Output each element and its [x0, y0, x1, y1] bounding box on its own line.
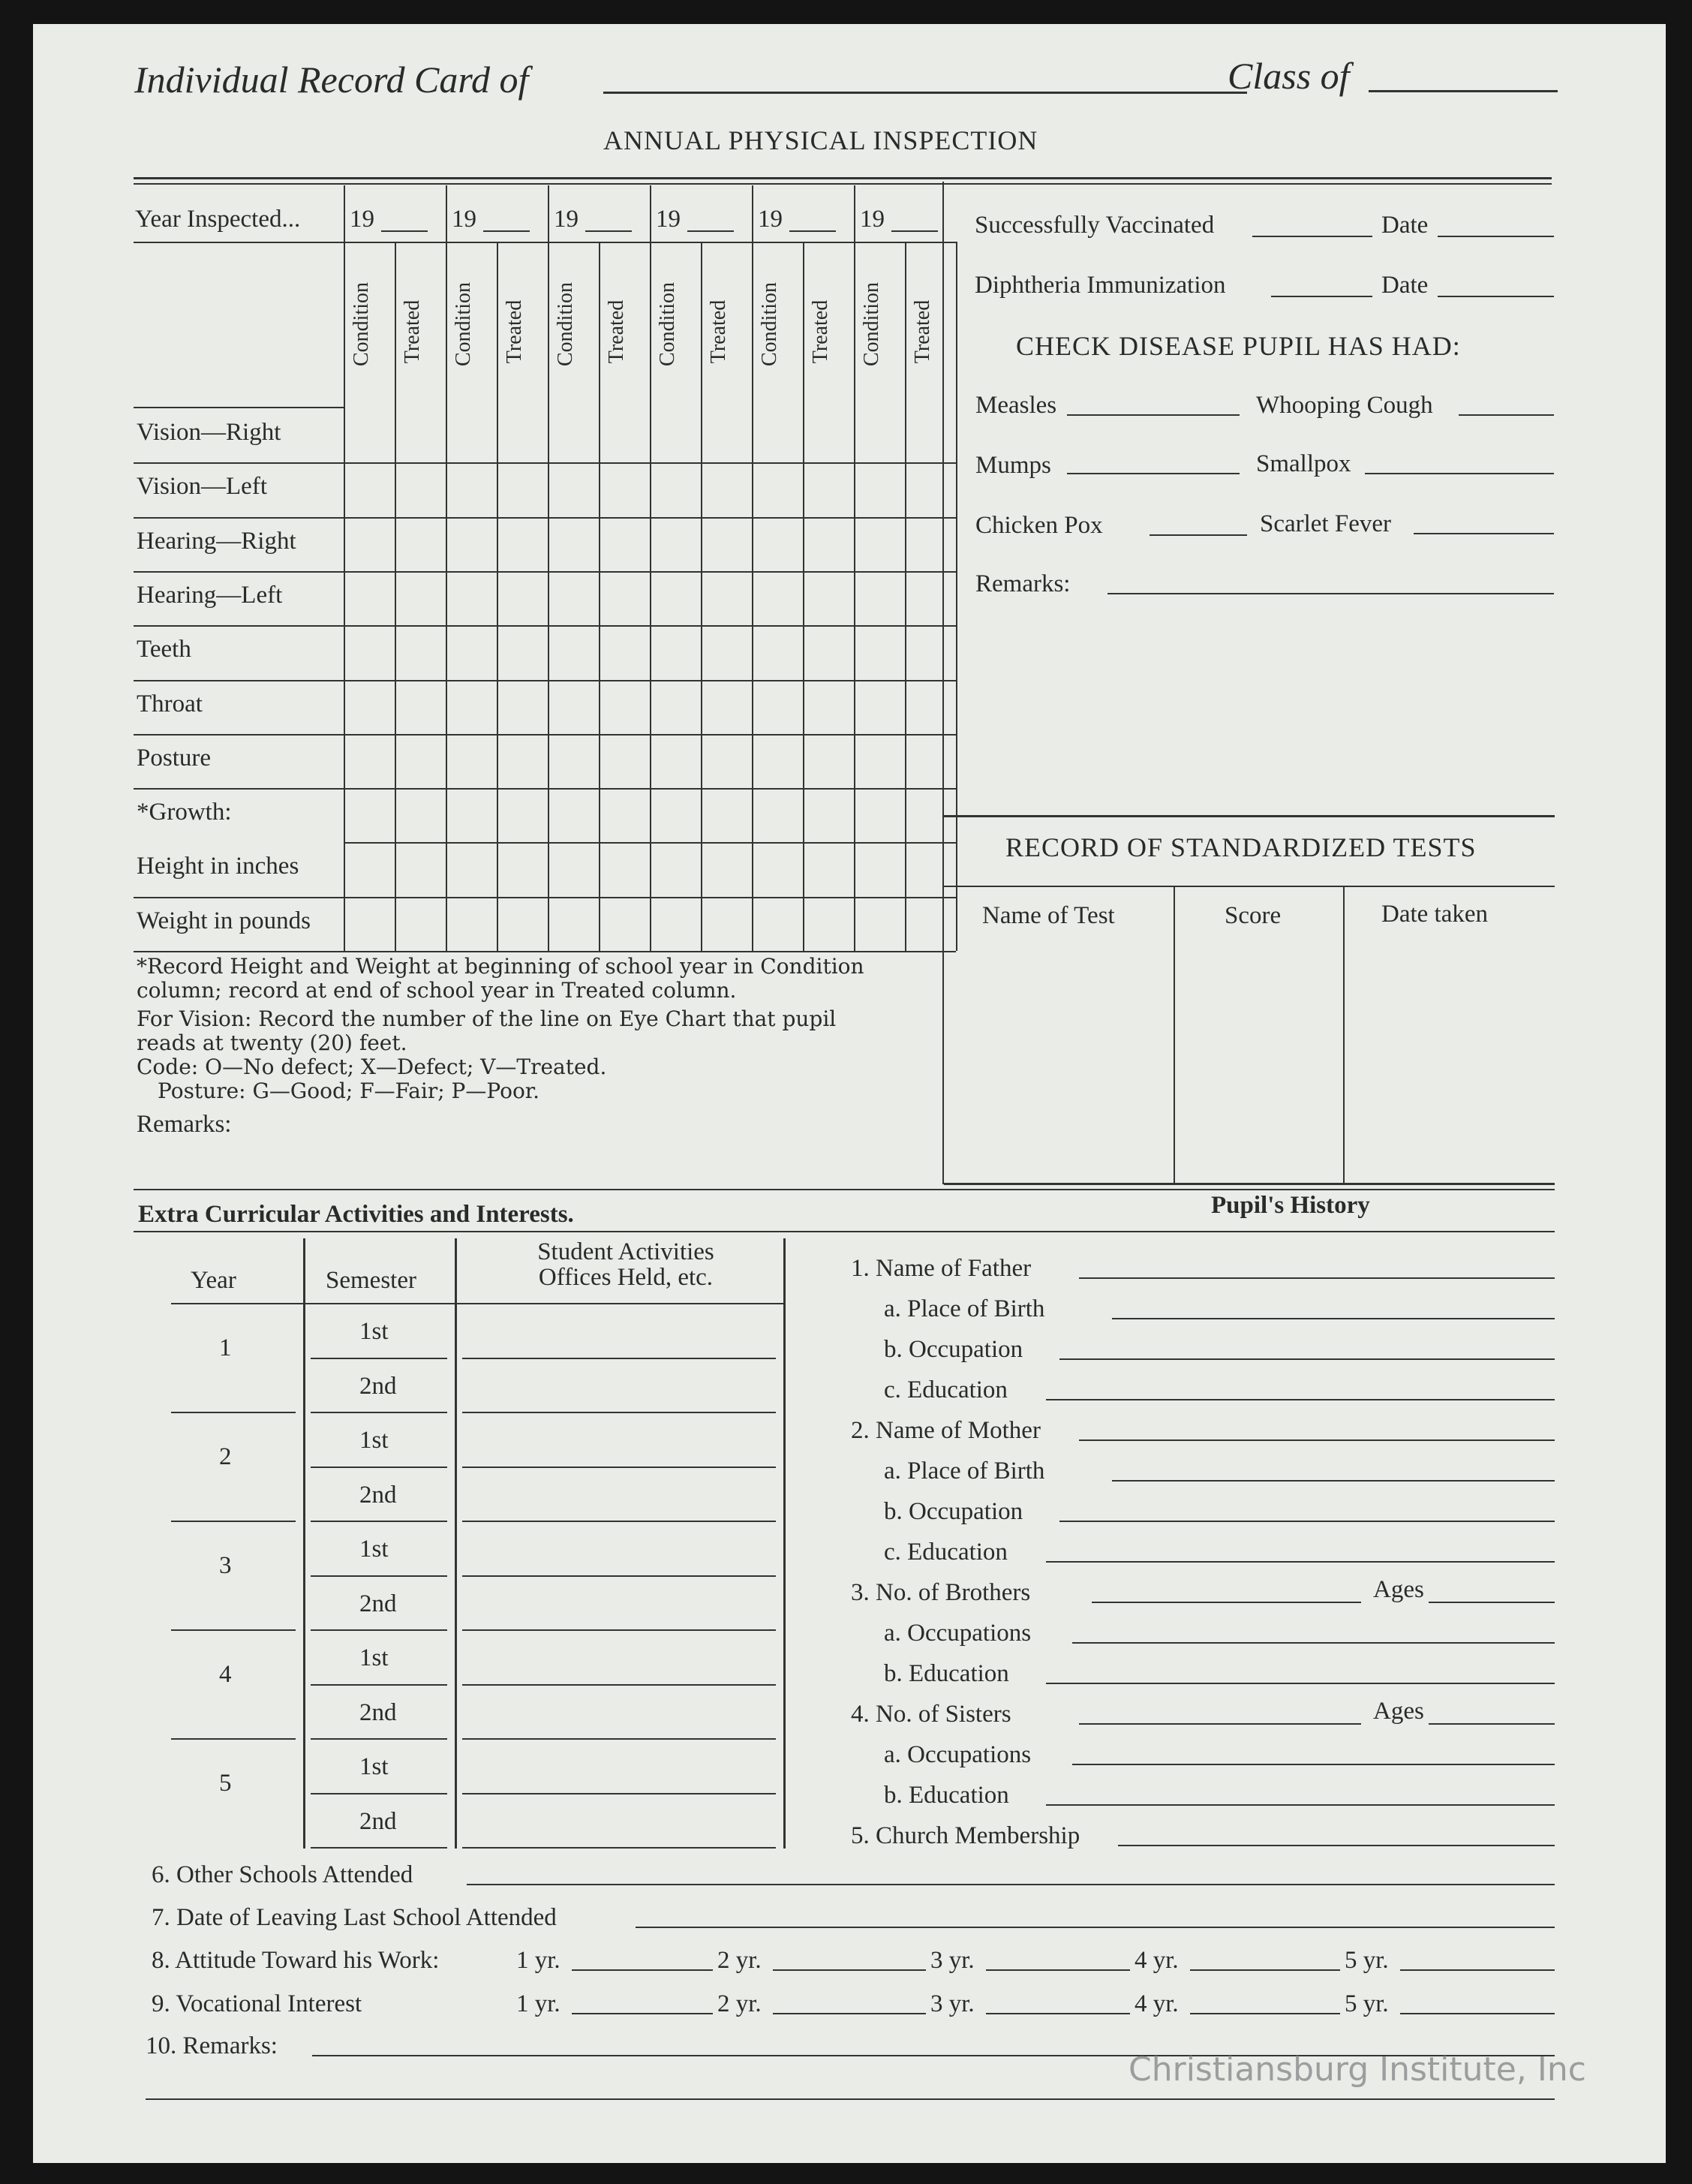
- inspection-cell[interactable]: [600, 844, 648, 895]
- history-item-label: 1. Name of Father: [851, 1255, 1032, 1282]
- inspection-cell[interactable]: [549, 519, 597, 570]
- inspection-cell[interactable]: [906, 573, 954, 624]
- inspection-cell[interactable]: [345, 898, 393, 949]
- inspection-cell[interactable]: [702, 627, 750, 678]
- inspection-cell[interactable]: [345, 736, 393, 787]
- history-item-label: c. Education: [884, 1539, 1008, 1566]
- inspection-cell[interactable]: [651, 519, 699, 570]
- inspection-cell[interactable]: [651, 464, 699, 515]
- inspection-cell[interactable]: [753, 736, 801, 787]
- treated-header: Treated: [605, 299, 628, 364]
- condition-header: Condition: [860, 282, 883, 367]
- inspection-cell[interactable]: [804, 790, 852, 841]
- inspection-cell[interactable]: [855, 519, 903, 570]
- inspection-row-label: Vision—Left: [137, 473, 267, 501]
- activity-entry-cell[interactable]: [464, 1580, 774, 1629]
- condition-header: Condition: [350, 282, 373, 367]
- mumps-line[interactable]: [1067, 473, 1240, 474]
- right-remarks-line[interactable]: [1107, 593, 1554, 594]
- inspection-cell[interactable]: [906, 736, 954, 787]
- measles-line[interactable]: [1067, 414, 1240, 416]
- treated-header: Treated: [809, 299, 832, 364]
- year-input-line[interactable]: [1190, 2013, 1340, 2014]
- inspection-cell[interactable]: [549, 736, 597, 787]
- inspection-cell[interactable]: [753, 844, 801, 895]
- inspection-cell[interactable]: [906, 627, 954, 678]
- year-input-line[interactable]: [381, 230, 428, 232]
- inspection-cell[interactable]: [447, 736, 495, 787]
- history-item-label: a. Occupations: [884, 1741, 1032, 1768]
- inspection-cell[interactable]: [753, 898, 801, 949]
- inspection-cell[interactable]: [804, 681, 852, 733]
- inspection-cell[interactable]: [498, 464, 546, 515]
- inspection-cell[interactable]: [702, 681, 750, 733]
- history-input-line[interactable]: [1046, 1683, 1555, 1684]
- treated-header: Treated: [707, 299, 730, 364]
- bottom-label: 6. Other Schools Attended: [152, 1861, 413, 1888]
- left-remarks-label: Remarks:: [137, 1111, 232, 1138]
- inspection-cell[interactable]: [600, 627, 648, 678]
- year-prefix: 19: [350, 206, 374, 233]
- inspection-cell[interactable]: [498, 410, 546, 461]
- vaccinated-date-label: Date: [1381, 212, 1429, 239]
- inspection-cell[interactable]: [906, 898, 954, 949]
- diphtheria-date-line[interactable]: [1438, 296, 1554, 297]
- inspection-cell[interactable]: [906, 844, 954, 895]
- inspection-cell[interactable]: [345, 844, 393, 895]
- smallpox-line[interactable]: [1365, 473, 1554, 474]
- activity-entry-cell[interactable]: [464, 1743, 774, 1791]
- disease-heading: CHECK DISEASE PUPIL HAS HAD:: [1016, 331, 1461, 361]
- year-mark: 4 yr.: [1135, 1990, 1179, 2017]
- year-input-line[interactable]: [1190, 1969, 1340, 1971]
- year-prefix: 19: [656, 206, 681, 233]
- inspection-cell[interactable]: [345, 790, 393, 841]
- year-input-line[interactable]: [891, 230, 938, 232]
- condition-header: Condition: [452, 282, 475, 367]
- inspection-row-label: Teeth: [137, 636, 191, 663]
- inspection-cell[interactable]: [447, 898, 495, 949]
- history-input-line[interactable]: [1079, 1277, 1555, 1279]
- diphtheria-date-label: Date: [1381, 272, 1429, 299]
- year-input-line[interactable]: [773, 2013, 926, 2014]
- year-input-line[interactable]: [572, 1969, 713, 1971]
- vaccinated-date-line[interactable]: [1438, 236, 1554, 237]
- condition-header: Condition: [554, 282, 577, 367]
- inspection-cell[interactable]: [498, 519, 546, 570]
- inspection-cell[interactable]: [804, 464, 852, 515]
- inspection-cell[interactable]: [396, 464, 444, 515]
- inspection-cell[interactable]: [498, 627, 546, 678]
- subtitle: ANNUAL PHYSICAL INSPECTION: [603, 125, 1038, 155]
- activity-semester: 2nd: [359, 1481, 397, 1509]
- inspection-cell[interactable]: [753, 410, 801, 461]
- inspection-cell[interactable]: [753, 681, 801, 733]
- inspection-cell[interactable]: [447, 790, 495, 841]
- inspection-cell[interactable]: [906, 410, 954, 461]
- activity-semester: 2nd: [359, 1698, 397, 1726]
- inspection-cell[interactable]: [804, 736, 852, 787]
- inspection-cell[interactable]: [396, 790, 444, 841]
- inspection-cell[interactable]: [753, 464, 801, 515]
- inspection-cell[interactable]: [855, 573, 903, 624]
- year-input-line[interactable]: [585, 230, 632, 232]
- inspection-cell[interactable]: [804, 410, 852, 461]
- inspection-cell[interactable]: [651, 898, 699, 949]
- inspection-cell[interactable]: [753, 627, 801, 678]
- inspection-cell[interactable]: [549, 627, 597, 678]
- history-item-label: b. Occupation: [884, 1498, 1023, 1525]
- tests-col-score: Score: [1225, 902, 1282, 929]
- inspection-cell[interactable]: [396, 573, 444, 624]
- inspection-cell[interactable]: [651, 627, 699, 678]
- inspection-cell[interactable]: [498, 681, 546, 733]
- inspection-row-label: Hearing—Left: [137, 581, 283, 609]
- history-item-label: 5. Church Membership: [851, 1822, 1080, 1849]
- inspection-cell[interactable]: [651, 681, 699, 733]
- history-input-line[interactable]: [1046, 1804, 1555, 1806]
- year-input-line[interactable]: [572, 2013, 713, 2014]
- inspection-cell[interactable]: [600, 790, 648, 841]
- inspection-cell[interactable]: [906, 681, 954, 733]
- year-prefix: 19: [758, 206, 783, 233]
- activity-year: 5: [219, 1770, 232, 1797]
- disease-whooping-cough: Whooping Cough: [1256, 392, 1433, 419]
- condition-header: Condition: [758, 282, 781, 367]
- year-input-line[interactable]: [986, 2013, 1130, 2014]
- condition-header: Condition: [656, 282, 679, 367]
- history-item-label: a. Place of Birth: [884, 1458, 1045, 1485]
- inspection-cell[interactable]: [906, 464, 954, 515]
- year-mark: 4 yr.: [1135, 1947, 1179, 1974]
- inspection-cell[interactable]: [702, 898, 750, 949]
- diphtheria-label: Diphtheria Immunization: [975, 272, 1226, 299]
- year-mark: 2 yr.: [717, 1990, 762, 2017]
- class-label: Class of: [1228, 55, 1350, 97]
- vision-note: [137, 1007, 836, 1103]
- inspection-row-label: Posture: [137, 744, 211, 772]
- history-item-label: 3. No. of Brothers: [851, 1579, 1031, 1606]
- year-prefix: 19: [860, 206, 885, 233]
- inspection-cell[interactable]: [345, 627, 393, 678]
- inspection-cell[interactable]: [600, 519, 648, 570]
- inspection-cell[interactable]: [702, 736, 750, 787]
- year-input-line[interactable]: [986, 1969, 1130, 1971]
- year-mark: 1 yr.: [516, 1990, 560, 2017]
- vaccinated-line[interactable]: [1252, 236, 1372, 237]
- history-input-line[interactable]: [1079, 1439, 1555, 1441]
- vaccinated-label: Successfully Vaccinated: [975, 212, 1215, 239]
- inspection-cell[interactable]: [804, 844, 852, 895]
- history-input-line[interactable]: [1112, 1480, 1555, 1482]
- inspection-cell[interactable]: [804, 573, 852, 624]
- right-remarks-label: Remarks:: [975, 570, 1071, 597]
- inspection-cell[interactable]: [855, 627, 903, 678]
- inspection-cell[interactable]: [549, 790, 597, 841]
- activity-semester: 2nd: [359, 1372, 397, 1400]
- inspection-cell[interactable]: [498, 898, 546, 949]
- inspection-cell[interactable]: [345, 573, 393, 624]
- history-heading: Pupil's History: [1211, 1192, 1370, 1219]
- inspection-cell[interactable]: [651, 844, 699, 895]
- bottom-input-line[interactable]: [636, 1927, 1555, 1928]
- scarlet-fever-line[interactable]: [1414, 533, 1554, 534]
- inspection-cell[interactable]: [753, 519, 801, 570]
- bottom-remarks-label: 10. Remarks:: [146, 2032, 278, 2059]
- inspection-cell[interactable]: [498, 790, 546, 841]
- inspection-cell[interactable]: [345, 519, 393, 570]
- inspection-cell[interactable]: [549, 573, 597, 624]
- ages-input-line[interactable]: [1429, 1723, 1555, 1725]
- inspection-cell[interactable]: [396, 736, 444, 787]
- inspection-cell[interactable]: [345, 681, 393, 733]
- history-input-line[interactable]: [1059, 1358, 1555, 1360]
- inspection-cell[interactable]: [396, 898, 444, 949]
- year-input-line[interactable]: [483, 230, 530, 232]
- activity-entry-cell[interactable]: [464, 1689, 774, 1737]
- activity-entry-cell[interactable]: [464, 1307, 774, 1356]
- treated-header: Treated: [911, 299, 934, 364]
- activities-col-year: Year: [191, 1267, 236, 1294]
- inspection-cell[interactable]: [702, 519, 750, 570]
- inspection-cell[interactable]: [702, 410, 750, 461]
- activity-semester: 1st: [359, 1644, 389, 1671]
- year-prefix: 19: [554, 206, 579, 233]
- activities-col-semester: Semester: [326, 1267, 416, 1294]
- history-input-line[interactable]: [1079, 1723, 1362, 1725]
- activities-col-activities-2: Offices Held, etc.: [538, 1264, 714, 1291]
- history-item-label: b. Education: [884, 1782, 1009, 1809]
- disease-scarlet-fever: Scarlet Fever: [1260, 510, 1392, 537]
- disease-mumps: Mumps: [975, 452, 1051, 479]
- history-input-line[interactable]: [1118, 1845, 1555, 1846]
- inspection-cell[interactable]: [345, 464, 393, 515]
- inspection-row-label: Vision—Right: [137, 419, 281, 446]
- activity-entry-cell[interactable]: [464, 1416, 774, 1465]
- inspection-cell[interactable]: [702, 573, 750, 624]
- chicken-pox-line[interactable]: [1150, 534, 1247, 536]
- inspection-cell[interactable]: [804, 898, 852, 949]
- ages-input-line[interactable]: [1429, 1602, 1555, 1603]
- activity-year: 1: [219, 1334, 232, 1361]
- tests-heading: RECORD OF STANDARDIZED TESTS: [1005, 832, 1477, 862]
- year-input-line[interactable]: [773, 1969, 926, 1971]
- note-line-3: For Vision: Record the number of the line on Eye Chart that pupil: [137, 1006, 837, 1031]
- inspection-cell[interactable]: [855, 790, 903, 841]
- history-item-label: 4. No. of Sisters: [851, 1701, 1011, 1728]
- history-input-line[interactable]: [1072, 1642, 1555, 1644]
- record-card: [33, 24, 1666, 2163]
- activity-semester: 1st: [359, 1427, 389, 1454]
- inspection-cell[interactable]: [600, 681, 648, 733]
- bottom-input-line[interactable]: [467, 1884, 1555, 1885]
- inspection-cell[interactable]: [855, 898, 903, 949]
- inspection-cell[interactable]: [447, 681, 495, 733]
- inspection-cell[interactable]: [855, 736, 903, 787]
- year-input-line[interactable]: [789, 230, 836, 232]
- inspection-cell[interactable]: [651, 573, 699, 624]
- diphtheria-line[interactable]: [1271, 296, 1372, 297]
- year-mark: 2 yr.: [717, 1947, 762, 1974]
- activity-semester: 1st: [359, 1536, 389, 1563]
- inspection-cell[interactable]: [447, 519, 495, 570]
- history-input-line[interactable]: [1046, 1561, 1555, 1563]
- year-mark: 5 yr.: [1345, 1947, 1389, 1974]
- note-line-5: Code: O—No defect; X—Defect; V—Treated.: [137, 1054, 607, 1079]
- watermark: Christiansburg Institute, Inc: [1129, 2050, 1586, 2089]
- year-mark: 5 yr.: [1345, 1990, 1389, 2017]
- inspection-cell[interactable]: [600, 898, 648, 949]
- history-item-label: a. Place of Birth: [884, 1295, 1045, 1322]
- bottom-remarks-line-2[interactable]: [146, 2098, 1555, 2100]
- inspection-cell[interactable]: [396, 681, 444, 733]
- activity-entry-cell[interactable]: [464, 1471, 774, 1520]
- bottom-label: 9. Vocational Interest: [152, 1990, 362, 2017]
- year-mark: 1 yr.: [516, 1947, 560, 1974]
- year-prefix: 19: [452, 206, 476, 233]
- inspection-cell[interactable]: [447, 844, 495, 895]
- inspection-cell[interactable]: [702, 790, 750, 841]
- inspection-cell[interactable]: [345, 410, 393, 461]
- note-line-6: Posture: G—Good; F—Fair; P—Poor.: [158, 1078, 540, 1103]
- inspection-cell[interactable]: [753, 790, 801, 841]
- inspection-cell[interactable]: [549, 464, 597, 515]
- inspection-cell[interactable]: [804, 519, 852, 570]
- history-input-line[interactable]: [1059, 1521, 1555, 1522]
- activity-year: 2: [219, 1443, 232, 1470]
- inspection-cell[interactable]: [753, 573, 801, 624]
- bottom-label: 8. Attitude Toward his Work:: [152, 1947, 440, 1974]
- inspection-cell[interactable]: [498, 736, 546, 787]
- bottom-label: 7. Date of Leaving Last School Attended: [152, 1904, 557, 1931]
- activity-entry-cell[interactable]: [464, 1797, 774, 1846]
- inspection-cell[interactable]: [600, 573, 648, 624]
- year-mark: 3 yr.: [930, 1947, 975, 1974]
- inspection-row-label: Hearing—Right: [137, 527, 296, 555]
- growth-note: [137, 955, 864, 1003]
- activity-semester: 2nd: [359, 1807, 397, 1835]
- activity-entry-cell[interactable]: [464, 1634, 774, 1683]
- disease-measles: Measles: [975, 392, 1057, 419]
- ages-label: Ages: [1373, 1698, 1424, 1725]
- whooping-cough-line[interactable]: [1459, 414, 1554, 416]
- inspection-cell[interactable]: [651, 736, 699, 787]
- inspection-cell[interactable]: [396, 410, 444, 461]
- treated-header: Treated: [503, 299, 526, 364]
- inspection-cell[interactable]: [549, 844, 597, 895]
- inspection-cell[interactable]: [549, 681, 597, 733]
- inspection-cell[interactable]: [855, 464, 903, 515]
- top-rule: [134, 177, 1552, 179]
- inspection-row-label: Weight in pounds: [137, 907, 311, 934]
- inspection-cell[interactable]: [396, 519, 444, 570]
- inspection-cell[interactable]: [447, 573, 495, 624]
- year-input-line[interactable]: [687, 230, 734, 232]
- inspection-cell[interactable]: [600, 464, 648, 515]
- disease-smallpox: Smallpox: [1256, 450, 1351, 477]
- inspection-cell[interactable]: [549, 898, 597, 949]
- note-line-1: *Record Height and Weight at beginning of school year in Condition: [137, 954, 864, 979]
- inspection-cell[interactable]: [447, 464, 495, 515]
- activity-semester: 2nd: [359, 1590, 397, 1617]
- inspection-cell[interactable]: [549, 410, 597, 461]
- activity-year: 3: [219, 1552, 232, 1579]
- inspection-cell[interactable]: [855, 681, 903, 733]
- class-line: [1369, 90, 1558, 92]
- inspection-cell[interactable]: [804, 627, 852, 678]
- inspection-row-label: Throat: [137, 690, 203, 717]
- inspection-cell[interactable]: [702, 844, 750, 895]
- history-input-line[interactable]: [1092, 1602, 1361, 1603]
- activity-year: 4: [219, 1661, 232, 1688]
- history-item-label: a. Occupations: [884, 1620, 1032, 1647]
- activity-semester: 1st: [359, 1318, 389, 1345]
- history-input-line[interactable]: [1046, 1399, 1555, 1400]
- tests-col-name: Name of Test: [982, 902, 1115, 929]
- inspection-row-label: *Growth:: [137, 799, 232, 826]
- inspection-cell[interactable]: [498, 573, 546, 624]
- inspection-cell[interactable]: [855, 844, 903, 895]
- ages-label: Ages: [1373, 1576, 1424, 1603]
- activity-entry-cell[interactable]: [464, 1362, 774, 1411]
- inspection-cell[interactable]: [396, 844, 444, 895]
- activities-heading: Extra Curricular Activities and Interests.: [138, 1201, 574, 1228]
- inspection-cell[interactable]: [651, 790, 699, 841]
- year-input-line[interactable]: [1400, 1969, 1555, 1971]
- history-item-label: c. Education: [884, 1376, 1008, 1403]
- history-item-label: b. Education: [884, 1660, 1009, 1687]
- year-inspected-label: Year Inspected...: [135, 206, 301, 233]
- treated-header: Treated: [401, 299, 424, 364]
- inspection-cell[interactable]: [498, 844, 546, 895]
- inspection-cell[interactable]: [600, 736, 648, 787]
- inspection-cell[interactable]: [396, 627, 444, 678]
- inspection-cell[interactable]: [702, 464, 750, 515]
- year-input-line[interactable]: [1400, 2013, 1555, 2014]
- inspection-cell[interactable]: [447, 627, 495, 678]
- inspection-cell[interactable]: [906, 519, 954, 570]
- activity-entry-cell[interactable]: [464, 1525, 774, 1574]
- tests-col-date: Date taken: [1381, 901, 1489, 928]
- year-mark: 3 yr.: [930, 1990, 975, 2017]
- inspection-cell[interactable]: [855, 410, 903, 461]
- note-line-4: reads at twenty (20) feet.: [137, 1030, 407, 1055]
- inspection-cell[interactable]: [600, 410, 648, 461]
- name-line: [603, 92, 1247, 94]
- inspection-cell[interactable]: [651, 410, 699, 461]
- disease-chicken-pox: Chicken Pox: [975, 512, 1103, 539]
- activities-col-activities-1: Student Activities: [537, 1238, 714, 1265]
- activity-semester: 1st: [359, 1753, 389, 1780]
- history-input-line[interactable]: [1112, 1318, 1555, 1319]
- history-item-label: 2. Name of Mother: [851, 1417, 1041, 1444]
- history-item-label: b. Occupation: [884, 1336, 1023, 1363]
- note-line-2: column; record at end of school year in Treated column.: [137, 978, 737, 1003]
- inspection-row-label: Height in inches: [137, 853, 299, 880]
- history-input-line[interactable]: [1072, 1764, 1555, 1765]
- inspection-cell[interactable]: [447, 410, 495, 461]
- card-title: Individual Record Card of: [134, 59, 529, 101]
